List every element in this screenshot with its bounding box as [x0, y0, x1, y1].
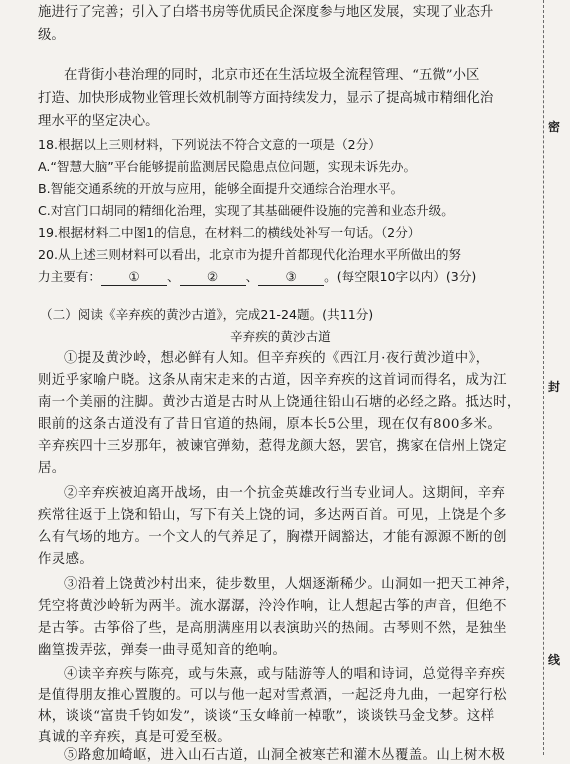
option-b: B.智能交通系统的开放与应用，能够全面提升交通综合治理水平。: [38, 181, 404, 196]
essay-line: ②辛弃疾被迫离开战场，由一个抗金英雄改行当专业词人。这期间，辛弃: [64, 486, 506, 501]
option-a: A.“智慧大脑”平台能够提前监测居民隐患点位问题，实现未诉先办。: [38, 159, 417, 174]
answer-prefix: 力主要有：: [38, 269, 101, 284]
question-19: 19.根据材料二中图1的信息，在材料二的横线处补写一句话。（2分）: [38, 225, 421, 240]
essay-line: 幽篁拨弄弦，弹奏一曲寻觅知音的绝响。: [38, 643, 287, 658]
essay-line: 真诚的辛弃疾，真是可爱至极。: [38, 730, 232, 745]
text-line: 级。: [38, 28, 65, 43]
text-line: 理水平的坚定决心。: [38, 114, 159, 129]
essay-line: 眼前的这条古道没有了昔日官道的热闹，原本长5公里，现在仅有800多米。: [38, 417, 502, 432]
essay-line: ⑤路愈加崎岖，进入山石古道，山洞全被寒芒和灌木丛覆盖。山上树木极: [64, 748, 506, 763]
essay-line: 则近乎家喻户晓。这条从南宋走来的古道，因辛弃疾的这首词而得名，成为江: [38, 373, 507, 388]
answer-blank-2[interactable]: ②: [180, 268, 246, 286]
essay-line: 么有气场的地方。一个文人的气养足了，胸襟开阔豁达，才能有源源不断的创: [38, 530, 507, 545]
essay-line: 辛弃疾四十三岁那年，被谏官弹劾，惹得龙颜大怒，罢官，携家在信州上饶定: [38, 439, 507, 454]
separator: 、: [166, 269, 180, 284]
separator: 、: [245, 269, 259, 284]
essay-line: 南一个美丽的注脚。黄沙古道是古时从上饶通往铅山石塘的必经之路。抵达时，: [38, 395, 521, 410]
essay-line: ③沿着上饶黄沙村出来，徒步数里，人烟逐渐稀少。山洞如一把天工神斧，: [64, 577, 520, 592]
question-18: 18.根据以上三则材料，下列说法不符合文意的一项是（2分）: [38, 137, 381, 152]
essay-title: 辛弃疾的黄沙古道: [230, 329, 331, 344]
answer-blank-1[interactable]: ①: [101, 268, 167, 286]
text-line: 打造、加快形成物业管理长效机制等方面持续发力，显示了提高城市精细化治: [38, 91, 494, 106]
binding-marker-xian: 线: [548, 653, 561, 667]
essay-line: 作灵感。: [38, 552, 94, 567]
essay-line: 是古筝。古筝俗了些，是高朋满座用以表演助兴的热闹。古琴则不然，是独坐: [38, 621, 507, 636]
essay-line: 林，谈谈“富贵千钧如发”，谈谈“玉女峰前一棹歌”，谈谈铁马金戈梦。这样: [38, 709, 495, 724]
essay-line: ④读辛弃疾与陈亮，或与朱熹，或与陆游等人的唱和诗词，总觉得辛弃疾: [64, 667, 506, 682]
answer-suffix: 。(每空限10字以内）(3分): [324, 269, 477, 284]
essay-line: 居。: [38, 461, 66, 476]
text-line: 施进行了完善；引入了白塔书房等优质民企深度参与地区发展，实现了业态升: [38, 5, 494, 20]
essay-line: 凭空将黄沙岭斩为两半。流水潺潺，泠泠作响，让人想起古筝的声音，但绝不: [38, 599, 507, 614]
section-header: （二）阅读《辛弃疾的黄沙古道》，完成21-24题。(共11分): [40, 307, 374, 322]
essay-line: 疾常往返于上饶和铅山，写下有关上饶的词，多达两百首。可见，上饶是个多: [38, 508, 507, 523]
essay-line: ①提及黄沙岭，想必鲜有人知。但辛弃疾的《西江月·夜行黄沙道中》，: [64, 351, 490, 366]
binding-line: [543, 0, 544, 755]
question-20-answer-line: [38, 268, 476, 286]
answer-blank-3[interactable]: ③: [258, 268, 324, 286]
binding-marker-feng: 封: [548, 380, 561, 394]
essay-line: 是值得朋友推心置腹的。可以与他一起对雪煮酒，一起泛舟九曲，一起穿行松: [38, 688, 507, 703]
option-c: C.对宫门口胡同的精细化治理，实现了其基础硬件设施的完善和业态升级。: [38, 203, 454, 218]
binding-marker-mi: 密: [548, 120, 561, 134]
text-line: 在背街小巷治理的同时，北京市还在生活垃圾全流程管理、“五微”小区: [64, 68, 480, 83]
question-20: 20.从上述三则材料可以看出，北京市为提升首都现代化治理水平所做出的努: [38, 247, 462, 262]
